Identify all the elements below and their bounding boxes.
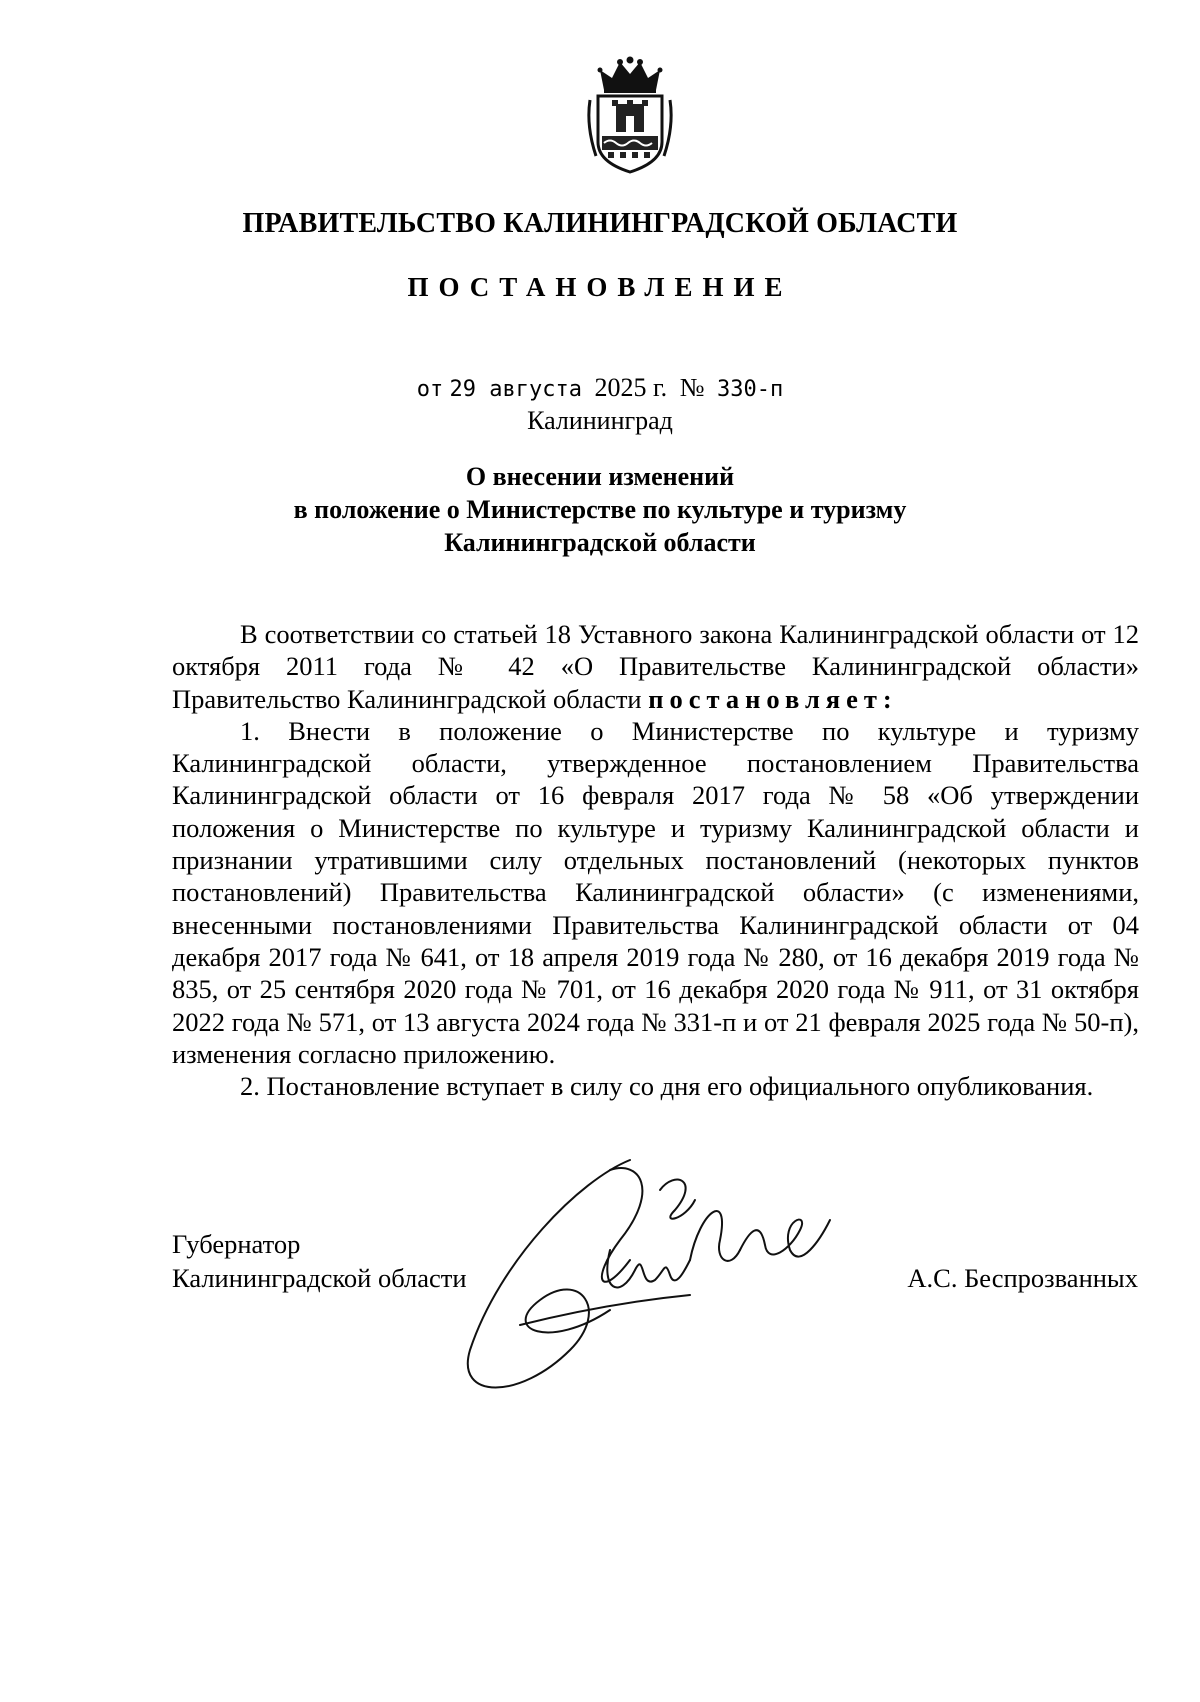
signer-position-line-2: Калининградской области bbox=[172, 1263, 467, 1293]
coat-of-arms-icon bbox=[582, 56, 678, 174]
preamble-paragraph bbox=[172, 618, 1139, 715]
document-number: 330-п bbox=[717, 377, 784, 402]
title-line-3: Калининградской области bbox=[444, 528, 756, 557]
document-city: Калининград bbox=[527, 406, 673, 435]
preamble-text: В соответствии со статьей 18 Уставного закона Калининградской области от 12 октября 2011 года № 42 «О Правительстве Калининградской области» Правительство Калининградской области bbox=[172, 619, 1139, 714]
date-prefix: от bbox=[416, 377, 444, 402]
document-date: 29 августа bbox=[449, 377, 582, 402]
document-body bbox=[172, 618, 1139, 1102]
organization-name: ПРАВИТЕЛЬСТВО КАЛИНИНГРАДСКОЙ ОБЛАСТИ bbox=[242, 208, 958, 239]
handwritten-signature bbox=[460, 1150, 840, 1430]
preamble-keyword: постановляет: bbox=[648, 683, 898, 714]
number-sign: № bbox=[679, 373, 705, 402]
item-1-paragraph: 1. Внести в положение о Министерстве по культуре и туризму Калининградской области, утвержденное постановлением Правительства Калининградской области от 16 февраля 2017 года № 58 «Об утверждении положения о Министерстве по культуре и туризму Калининградской области и признании утратившими силу отдельных постановлений (некоторых пунктов постановлений) Правительства Калининградской области» (с изменениями, внесенными постановлениями Правительства Калининградской области от 04 декабря 2017 года № 641, от 18 апреля 2019 года № 280, от 16 декабря 2019 года № 835, от 25 сентября 2020 года № 701, от 16 декабря 2020 года № 911, от 31 октября 2022 года № 571, от 13 августа 2024 года № 331-п и от 21 февраля 2025 года № 50-п), изменения согласно приложению. bbox=[172, 715, 1139, 1069]
document-year: 2025 г. bbox=[594, 373, 668, 402]
document-type: ПОСТАНОВЛЕНИЕ bbox=[407, 272, 793, 302]
registration-line bbox=[0, 372, 1200, 406]
signer-position-line-1: Губернатор bbox=[172, 1229, 301, 1259]
item-2-paragraph: 2. Постановление вступает в силу со дня его официального опубликования. bbox=[240, 1071, 1094, 1102]
signer-name: А.С. Беспрозванных bbox=[907, 1263, 1138, 1293]
signer-position bbox=[172, 1227, 467, 1295]
title-line-1: О внесении изменений bbox=[465, 462, 735, 491]
document-title bbox=[0, 460, 1200, 559]
title-line-2: в положение о Министерстве по культуре и туризму bbox=[293, 495, 907, 524]
